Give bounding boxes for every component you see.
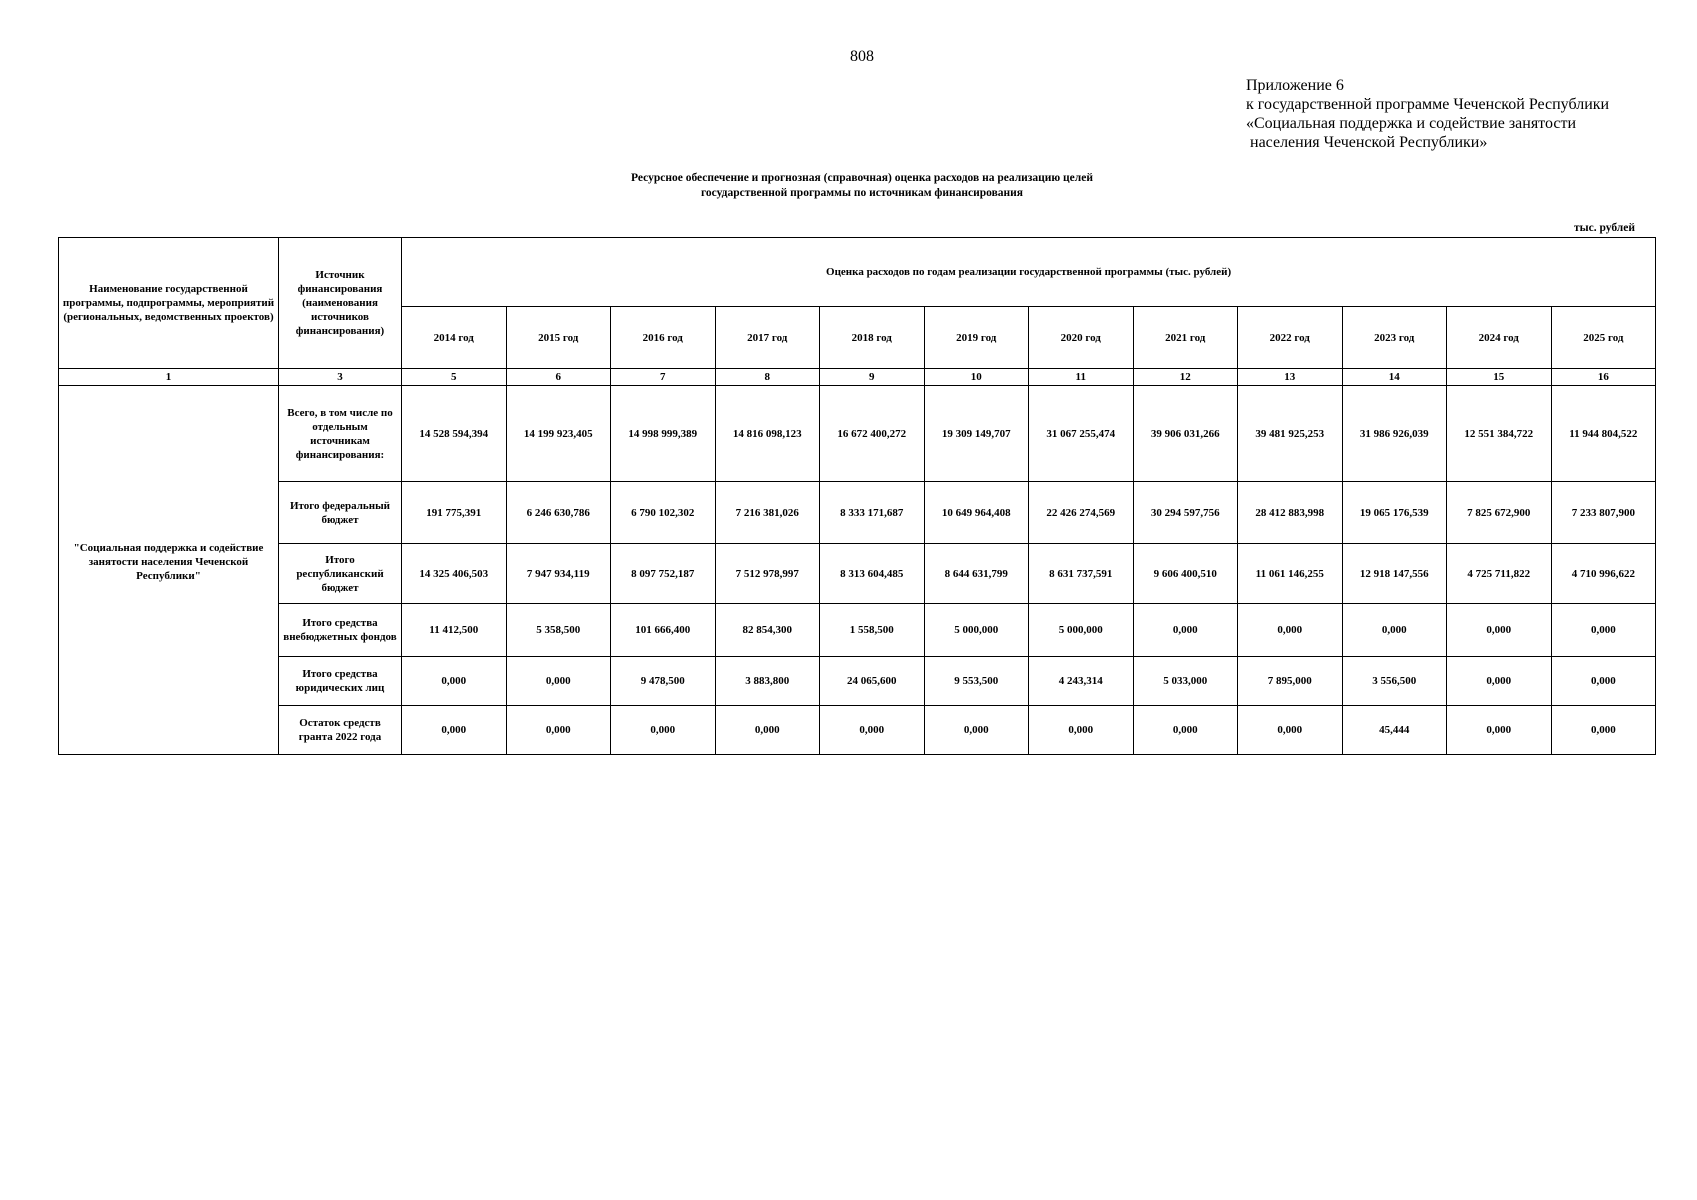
value-cell: 30 294 597,756 <box>1133 482 1238 544</box>
value-cell: 24 065,600 <box>820 657 925 706</box>
header-program-name: Наименование государственной программы, подпрограммы, мероприятий (региональных, ведомственных проектов) <box>59 238 279 369</box>
value-cell: 11 944 804,522 <box>1551 386 1656 482</box>
value-cell: 3 556,500 <box>1342 657 1447 706</box>
value-cell: 5 358,500 <box>506 604 611 657</box>
column-number-cell: 10 <box>924 369 1029 386</box>
value-cell: 8 097 752,187 <box>611 544 716 604</box>
value-cell: 4 710 996,622 <box>1551 544 1656 604</box>
column-number-cell: 14 <box>1342 369 1447 386</box>
header-estimate: Оценка расходов по годам реализации государственной программы (тыс. рублей) <box>402 238 1656 307</box>
value-cell: 11 061 146,255 <box>1238 544 1343 604</box>
value-cell: 7 233 807,900 <box>1551 482 1656 544</box>
funding-source-cell: Остаток средств гранта 2022 года <box>279 706 402 755</box>
year-header-cell: 2018 год <box>820 307 925 369</box>
value-cell: 5 000,000 <box>1029 604 1134 657</box>
year-header-cell: 2023 год <box>1342 307 1447 369</box>
year-header-cell: 2024 год <box>1447 307 1552 369</box>
value-cell: 9 553,500 <box>924 657 1029 706</box>
value-cell: 19 309 149,707 <box>924 386 1029 482</box>
value-cell: 0,000 <box>715 706 820 755</box>
year-header-cell: 2016 год <box>611 307 716 369</box>
appendix-line: «Социальная поддержка и содействие занятости <box>1246 115 1577 132</box>
appendix-line: населения Чеченской Республики» <box>1246 134 1488 151</box>
title-line: государственной программы по источникам финансирования <box>700 187 1024 199</box>
value-cell: 4 725 711,822 <box>1447 544 1552 604</box>
column-number-cell: 16 <box>1551 369 1656 386</box>
value-cell: 0,000 <box>1447 706 1552 755</box>
value-cell: 0,000 <box>1029 706 1134 755</box>
value-cell: 0,000 <box>1133 604 1238 657</box>
funding-source-cell: Итого федеральный бюджет <box>279 482 402 544</box>
column-number-cell: 9 <box>820 369 925 386</box>
value-cell: 11 412,500 <box>402 604 507 657</box>
value-cell: 4 243,314 <box>1029 657 1134 706</box>
table-row <box>59 386 1656 482</box>
column-number-row <box>59 369 1656 386</box>
value-cell: 7 825 672,900 <box>1447 482 1552 544</box>
column-number-cell: 15 <box>1447 369 1552 386</box>
value-cell: 0,000 <box>1551 657 1656 706</box>
appendix-line: Приложение 6 <box>1246 77 1344 94</box>
year-header-cell: 2020 год <box>1029 307 1134 369</box>
year-header-cell: 2017 год <box>715 307 820 369</box>
value-cell: 12 551 384,722 <box>1447 386 1552 482</box>
budget-table <box>58 237 1656 755</box>
table-row <box>59 706 1656 755</box>
value-cell: 19 065 176,539 <box>1342 482 1447 544</box>
value-cell: 8 644 631,799 <box>924 544 1029 604</box>
column-number-cell: 13 <box>1238 369 1343 386</box>
value-cell: 45,444 <box>1342 706 1447 755</box>
appendix-line: к государственной программе Чеченской Республики <box>1246 96 1610 113</box>
value-cell: 10 649 964,408 <box>924 482 1029 544</box>
column-number-cell: 11 <box>1029 369 1134 386</box>
value-cell: 16 672 400,272 <box>820 386 925 482</box>
units-label: тыс. рублей <box>1574 222 1635 234</box>
funding-source-cell: Итого средства юридических лиц <box>279 657 402 706</box>
value-cell: 0,000 <box>506 657 611 706</box>
funding-source-cell: Всего, в том числе по отдельным источникам финансирования: <box>279 386 402 482</box>
value-cell: 0,000 <box>1133 706 1238 755</box>
value-cell: 0,000 <box>924 706 1029 755</box>
value-cell: 14 528 594,394 <box>402 386 507 482</box>
header-funding-source: Источник финансирования (наименования источников финансирования) <box>279 238 402 369</box>
year-header-cell: 2025 год <box>1551 307 1656 369</box>
value-cell: 8 313 604,485 <box>820 544 925 604</box>
title-line: Ресурсное обеспечение и прогнозная (справочная) оценка расходов на реализацию целей <box>631 172 1093 184</box>
value-cell: 0,000 <box>402 706 507 755</box>
value-cell: 6 246 630,786 <box>506 482 611 544</box>
value-cell: 7 216 381,026 <box>715 482 820 544</box>
value-cell: 101 666,400 <box>611 604 716 657</box>
program-name-cell: "Социальная поддержка и содействие занятости населения Чеченской Республики" <box>59 386 279 755</box>
value-cell: 5 033,000 <box>1133 657 1238 706</box>
value-cell: 7 947 934,119 <box>506 544 611 604</box>
year-header-cell: 2015 год <box>506 307 611 369</box>
column-number-cell: 8 <box>715 369 820 386</box>
table-header-row <box>59 238 1656 307</box>
value-cell: 0,000 <box>611 706 716 755</box>
value-cell: 14 816 098,123 <box>715 386 820 482</box>
column-number-cell: 5 <box>402 369 507 386</box>
column-number-cell: 12 <box>1133 369 1238 386</box>
column-number-cell: 1 <box>59 369 279 386</box>
value-cell: 0,000 <box>1447 604 1552 657</box>
value-cell: 0,000 <box>1447 657 1552 706</box>
value-cell: 14 998 999,389 <box>611 386 716 482</box>
value-cell: 8 631 737,591 <box>1029 544 1134 604</box>
value-cell: 0,000 <box>1342 604 1447 657</box>
value-cell: 31 986 926,039 <box>1342 386 1447 482</box>
value-cell: 39 481 925,253 <box>1238 386 1343 482</box>
value-cell: 0,000 <box>1238 604 1343 657</box>
value-cell: 7 895,000 <box>1238 657 1343 706</box>
value-cell: 12 918 147,556 <box>1342 544 1447 604</box>
year-header-cell: 2022 год <box>1238 307 1343 369</box>
column-number-cell: 3 <box>279 369 402 386</box>
funding-source-cell: Итого республиканский бюджет <box>279 544 402 604</box>
year-header-cell: 2019 год <box>924 307 1029 369</box>
value-cell: 9 478,500 <box>611 657 716 706</box>
value-cell: 1 558,500 <box>820 604 925 657</box>
value-cell: 0,000 <box>1238 706 1343 755</box>
value-cell: 0,000 <box>1551 706 1656 755</box>
value-cell: 0,000 <box>820 706 925 755</box>
value-cell: 191 775,391 <box>402 482 507 544</box>
value-cell: 7 512 978,997 <box>715 544 820 604</box>
value-cell: 31 067 255,474 <box>1029 386 1134 482</box>
funding-source-cell: Итого средства внебюджетных фондов <box>279 604 402 657</box>
value-cell: 39 906 031,266 <box>1133 386 1238 482</box>
value-cell: 0,000 <box>402 657 507 706</box>
value-cell: 28 412 883,998 <box>1238 482 1343 544</box>
value-cell: 0,000 <box>1551 604 1656 657</box>
value-cell: 14 199 923,405 <box>506 386 611 482</box>
appendix-block <box>1246 76 1609 152</box>
table-row <box>59 544 1656 604</box>
value-cell: 0,000 <box>506 706 611 755</box>
value-cell: 82 854,300 <box>715 604 820 657</box>
year-header-cell: 2014 год <box>402 307 507 369</box>
document-title <box>0 171 1697 201</box>
value-cell: 8 333 171,687 <box>820 482 925 544</box>
value-cell: 3 883,800 <box>715 657 820 706</box>
value-cell: 6 790 102,302 <box>611 482 716 544</box>
table-row <box>59 657 1656 706</box>
value-cell: 5 000,000 <box>924 604 1029 657</box>
year-header-cell: 2021 год <box>1133 307 1238 369</box>
value-cell: 22 426 274,569 <box>1029 482 1134 544</box>
table-row <box>59 604 1656 657</box>
value-cell: 14 325 406,503 <box>402 544 507 604</box>
column-number-cell: 6 <box>506 369 611 386</box>
column-number-cell: 7 <box>611 369 716 386</box>
value-cell: 9 606 400,510 <box>1133 544 1238 604</box>
page-number: 808 <box>850 48 874 65</box>
table-row <box>59 482 1656 544</box>
